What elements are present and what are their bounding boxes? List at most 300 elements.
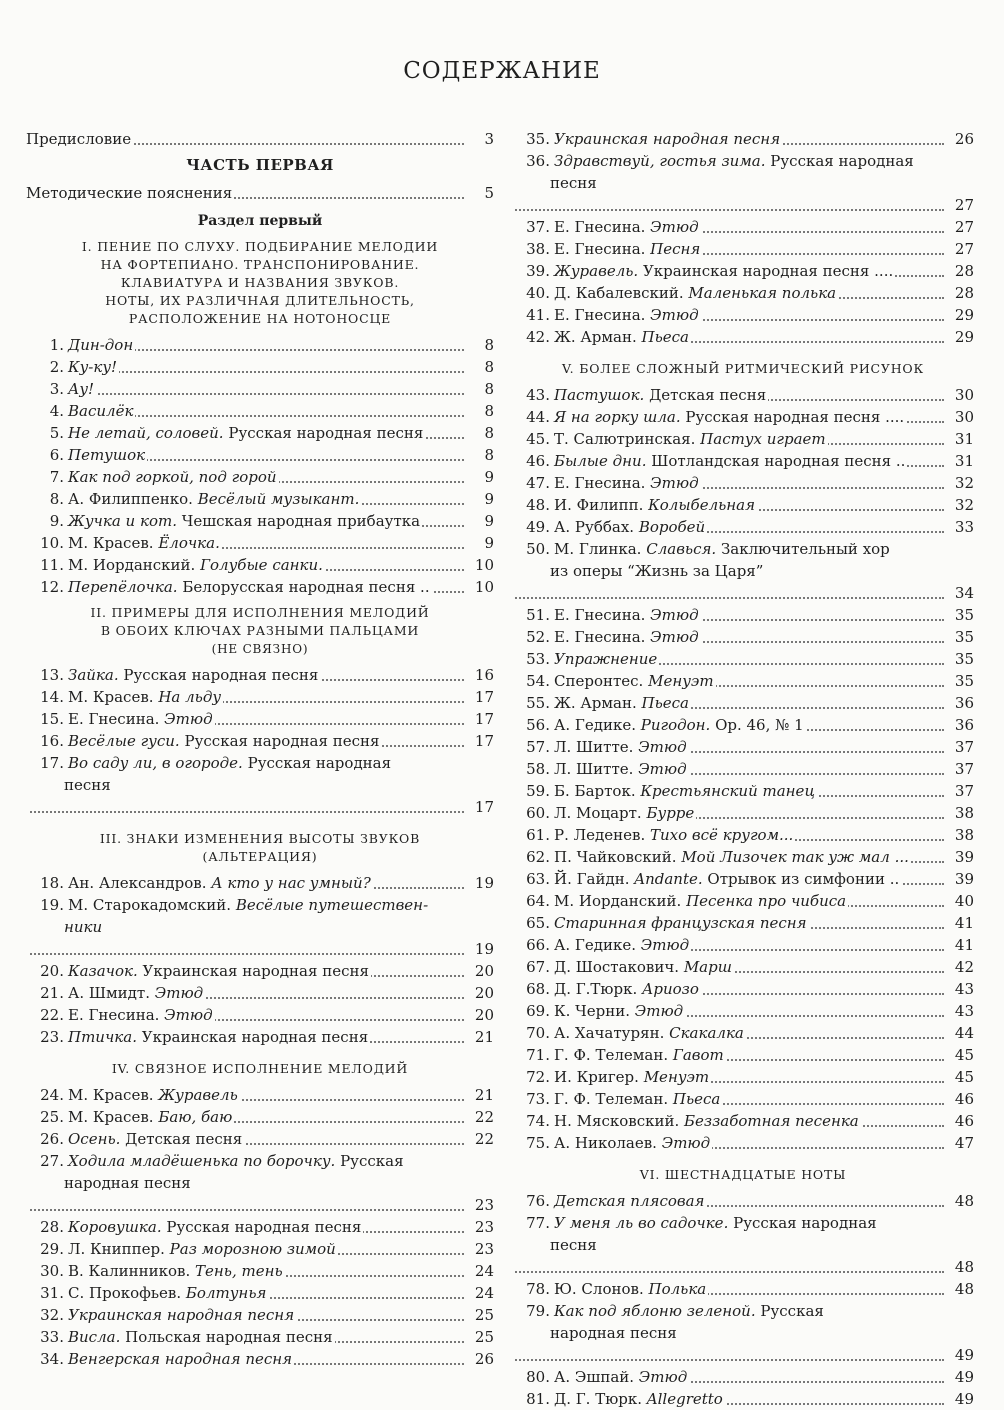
- entry-page: 36: [954, 694, 974, 712]
- entry-title: Ариозо: [642, 980, 699, 998]
- toc-entry[interactable]: [26, 466, 494, 488]
- entry-number: 51.: [526, 606, 550, 624]
- entry-number: 40.: [526, 284, 550, 302]
- toc-entry[interactable]: [26, 894, 494, 960]
- entry-title: Раз морозною зимой: [169, 1240, 336, 1258]
- toc-entry[interactable]: [512, 1190, 974, 1212]
- entry-title: Этюд: [640, 936, 690, 954]
- entry-title: Ригодон.: [640, 716, 711, 734]
- toc-entry[interactable]: [512, 714, 974, 736]
- toc-entry[interactable]: [26, 488, 494, 510]
- entry-page: 28: [954, 284, 974, 302]
- entry-author: А. Шмидт.: [68, 984, 155, 1002]
- entry-title: Этюд: [650, 628, 699, 646]
- toc-entry[interactable]: [512, 978, 974, 1000]
- toc-entry[interactable]: [26, 982, 494, 1004]
- entry-number: 66.: [526, 936, 550, 954]
- entry-number: 65.: [526, 914, 550, 932]
- toc-entry-preface[interactable]: Предисловие 3: [26, 130, 494, 148]
- entry-number: 31.: [40, 1284, 64, 1302]
- entry-note: Русская народная песня: [161, 1218, 362, 1236]
- entry-note: Русская народная песня: [179, 732, 380, 750]
- entry-page: 38: [954, 826, 974, 844]
- entry-note: Украинская народная песня: [136, 1028, 369, 1046]
- entry-number: 49.: [526, 518, 550, 536]
- toc-entry[interactable]: [512, 1044, 974, 1066]
- entry-number: 33.: [40, 1328, 64, 1346]
- toc-entry[interactable]: [26, 576, 494, 598]
- toc-entry[interactable]: [512, 428, 974, 450]
- entry-author: Б. Барток.: [554, 782, 641, 800]
- entry-page: 41: [954, 914, 974, 932]
- entry-page: 48: [954, 1280, 974, 1298]
- toc-entry[interactable]: [512, 1366, 974, 1388]
- entry-author: М. Красев.: [68, 534, 159, 552]
- toc-entry[interactable]: [26, 1238, 494, 1260]
- entry-author: Д. Г.Тюрк.: [554, 980, 643, 998]
- entry-number: 21.: [40, 984, 64, 1002]
- entry-title: Менуэт: [648, 672, 714, 690]
- toc-entry[interactable]: [512, 538, 974, 604]
- entry-title: Песенка про чибиса: [686, 892, 847, 910]
- entry-page: 26: [954, 130, 974, 148]
- entry-author: М. Красев.: [68, 1086, 159, 1104]
- entry-page: 26: [474, 1350, 494, 1368]
- entry-title: Старинная французская песня: [554, 914, 807, 932]
- toc-entry[interactable]: [512, 846, 974, 868]
- entry-author: М. Старокадомский.: [68, 896, 236, 914]
- entry-title: Пастух играет: [700, 430, 826, 448]
- entry-number: 70.: [526, 1024, 550, 1042]
- toc-entry[interactable]: [512, 260, 974, 282]
- entry-author: Е. Гнесина.: [554, 628, 651, 646]
- entry-page: 21: [474, 1086, 494, 1104]
- entry-number: 45.: [526, 430, 550, 448]
- entry-author: Л. Шитте.: [554, 738, 639, 756]
- entry-title: Как под горкой, под горой: [68, 468, 277, 486]
- entry-title: А кто у нас умный?: [211, 874, 371, 892]
- entry-title: Журавель.: [554, 262, 639, 280]
- entry-title: Пьеса: [641, 328, 689, 346]
- entry-page: 35: [954, 606, 974, 624]
- entry-number: 29.: [40, 1240, 64, 1258]
- entry-title: Колыбельная: [648, 496, 756, 514]
- toc-entry[interactable]: [512, 1278, 974, 1300]
- entry-page: 16: [474, 666, 494, 684]
- entry-author: Г. Ф. Телеман.: [554, 1090, 673, 1108]
- entry-title: У меня ль во садочке.: [554, 1214, 729, 1232]
- entry-page: 30: [954, 386, 974, 404]
- toc-entry[interactable]: [512, 604, 974, 626]
- entry-page: 20: [474, 962, 494, 980]
- entry-title: Журавель: [158, 1086, 238, 1104]
- entry-number: 11.: [40, 556, 64, 574]
- toc-entry[interactable]: [512, 1088, 974, 1110]
- entry-number: 75.: [526, 1134, 550, 1152]
- entry-page: 9: [484, 468, 494, 486]
- toc-entry[interactable]: [26, 422, 494, 444]
- toc-entry[interactable]: [26, 1260, 494, 1282]
- entry-number: 10.: [40, 534, 64, 552]
- entry-author: К. Черни.: [554, 1002, 635, 1020]
- entry-title: Голубые санки.: [200, 556, 323, 574]
- entry-author: М. Иорданский.: [554, 892, 687, 910]
- toc-entry[interactable]: [26, 444, 494, 466]
- entry-title: Баю, баю: [158, 1108, 233, 1126]
- entry-page: 27: [954, 218, 974, 236]
- entry-page: 8: [484, 402, 494, 420]
- entry-page: 23: [474, 1218, 494, 1236]
- entry-title: Ау!: [68, 380, 95, 398]
- toc-entry[interactable]: [512, 406, 974, 428]
- toc-entry[interactable]: [512, 692, 974, 714]
- entry-author: Е. Гнесина.: [68, 1006, 165, 1024]
- entry-page: 9: [484, 534, 494, 552]
- entry-number: 60.: [526, 804, 550, 822]
- toc-entry[interactable]: [512, 282, 974, 304]
- entry-number: 67.: [526, 958, 550, 976]
- entry-note: Польская народная песня: [120, 1328, 333, 1346]
- entry-number: 3.: [49, 380, 64, 398]
- toc-entry[interactable]: [26, 378, 494, 400]
- toc-entry[interactable]: [26, 1150, 494, 1216]
- toc-entry[interactable]: [512, 1022, 974, 1044]
- toc-entry[interactable]: [512, 216, 974, 238]
- entry-number: 79.: [526, 1302, 550, 1320]
- entry-title: Детская плясовая: [554, 1192, 705, 1210]
- toc-entry[interactable]: [26, 1216, 494, 1238]
- entry-title: Петушок: [68, 446, 146, 464]
- entry-page: 25: [474, 1306, 494, 1324]
- entry-page: 39: [954, 870, 974, 888]
- toc-entry[interactable]: [26, 1304, 494, 1326]
- entry-author: Е. Гнесина.: [554, 606, 651, 624]
- entry-title: Этюд: [164, 1006, 213, 1024]
- entry-number: 8.: [49, 490, 64, 508]
- entry-author: Д. Шостакович.: [554, 958, 684, 976]
- entry-title: Этюд: [638, 1368, 688, 1386]
- entry-title: Allegretto: [646, 1390, 723, 1408]
- entry-number: 47.: [526, 474, 550, 492]
- entry-title: Славься.: [646, 540, 717, 558]
- entry-author: Л. Книппер.: [68, 1240, 170, 1258]
- entry-number: 44.: [526, 408, 550, 426]
- entry-title: Болтунья: [185, 1284, 267, 1302]
- entry-page: 21: [474, 1028, 494, 1046]
- entry-number: 61.: [526, 826, 550, 844]
- entry-author: И. Филипп.: [554, 496, 649, 514]
- entry-note-cont: народная песня: [64, 1174, 191, 1192]
- entry-note: Белорусская народная песня ..: [177, 578, 430, 596]
- section-heading-2-sub: (НЕ СВЯЗНО): [211, 642, 309, 656]
- entry-page: 10: [474, 578, 494, 596]
- entry-author: М. Красев.: [68, 1108, 159, 1126]
- toc-entry[interactable]: [26, 400, 494, 422]
- toc-entry[interactable]: [512, 238, 974, 260]
- toc-entry[interactable]: [26, 1128, 494, 1150]
- entry-author: Д. Кабалевский.: [554, 284, 689, 302]
- entry-page: 40: [954, 892, 974, 910]
- toc-entry[interactable]: [512, 326, 974, 348]
- entry-number: 76.: [526, 1192, 550, 1210]
- toc-entry[interactable]: [26, 334, 494, 356]
- entry-author: А. Эшпай.: [554, 1368, 639, 1386]
- entry-title: Не летай, соловей.: [68, 424, 224, 442]
- entry-page: 46: [954, 1112, 974, 1130]
- entry-page: 24: [474, 1262, 494, 1280]
- entry-author: Сперонтес.: [554, 672, 649, 690]
- entry-page: 35: [954, 650, 974, 668]
- entry-note: Заключительный хор: [716, 540, 890, 558]
- entry-page: 22: [474, 1130, 494, 1148]
- entry-title: Этюд: [650, 218, 699, 236]
- toc-entry-method[interactable]: Методические пояснения 5: [26, 184, 494, 202]
- entry-page: 19: [474, 874, 494, 892]
- entry-page: 49: [954, 1368, 974, 1386]
- entry-title: Висла.: [68, 1328, 121, 1346]
- entry-page: 49: [954, 1390, 974, 1408]
- entry-page: 19: [474, 940, 494, 958]
- toc-entry[interactable]: [512, 384, 974, 406]
- toc-entry[interactable]: [512, 1000, 974, 1022]
- entry-page: 29: [954, 328, 974, 346]
- toc-entry[interactable]: [512, 868, 974, 890]
- toc-entry[interactable]: [512, 802, 974, 824]
- entry-page: 17: [474, 732, 494, 750]
- toc-entry[interactable]: [26, 510, 494, 532]
- entry-title: Этюд: [661, 1134, 711, 1152]
- toc-entry[interactable]: [512, 736, 974, 758]
- entry-author: Е. Гнесина.: [554, 474, 651, 492]
- entry-number: 43.: [526, 386, 550, 404]
- entry-title: Бурре: [646, 804, 695, 822]
- toc-entry[interactable]: [512, 956, 974, 978]
- entry-number: 77.: [526, 1214, 550, 1232]
- entry-number: 17.: [40, 754, 64, 772]
- entry-author: Е. Гнесина.: [554, 306, 651, 324]
- toc-entry[interactable]: [512, 1212, 974, 1278]
- entry-number: 38.: [526, 240, 550, 258]
- entry-title: Пьеса: [641, 694, 689, 712]
- entry-page: 49: [954, 1346, 974, 1364]
- toc-entry[interactable]: [26, 730, 494, 752]
- entry-number: 25.: [40, 1108, 64, 1126]
- entry-author: Е. Гнесина.: [554, 240, 651, 258]
- entry-note: Русская народная: [242, 754, 392, 772]
- entry-author: С. Прокофьев.: [68, 1284, 186, 1302]
- toc-entry[interactable]: [26, 1326, 494, 1348]
- entry-note: Русская народная песня ....: [680, 408, 905, 426]
- entry-number: 32.: [40, 1306, 64, 1324]
- entry-page: 8: [484, 446, 494, 464]
- entry-author: В. Калинников.: [68, 1262, 196, 1280]
- entry-page: 24: [474, 1284, 494, 1302]
- entry-page: 30: [954, 408, 974, 426]
- entry-note-cont: из оперы “Жизнь за Царя”: [550, 562, 764, 580]
- entry-note: Русская: [335, 1152, 404, 1170]
- toc-entry[interactable]: [26, 1348, 494, 1370]
- entry-number: 18.: [40, 874, 64, 892]
- left-column: [26, 128, 494, 1370]
- entry-number: 30.: [40, 1262, 64, 1280]
- entry-page: 17: [474, 688, 494, 706]
- entry-page: 34: [954, 584, 974, 602]
- toc-entry[interactable]: [512, 824, 974, 846]
- entry-title: Мой Лизочек так уж мал ...: [681, 848, 909, 866]
- entry-page: 8: [484, 358, 494, 376]
- toc-entry[interactable]: [512, 890, 974, 912]
- entry-author: Е. Гнесина.: [554, 218, 651, 236]
- entry-title: Пьеса: [672, 1090, 721, 1108]
- entry-number: 5.: [49, 424, 64, 442]
- entry-author: А. Николаев.: [554, 1134, 662, 1152]
- toc-entry[interactable]: [26, 872, 494, 894]
- toc-entry[interactable]: [26, 554, 494, 576]
- entry-note-cont: песня: [550, 1236, 597, 1254]
- entry-title: Менуэт: [643, 1068, 710, 1086]
- entry-author: А. Филиппенко.: [68, 490, 198, 508]
- entry-number: 4.: [49, 402, 64, 420]
- entry-page: 45: [954, 1068, 974, 1086]
- toc-entry[interactable]: [512, 450, 974, 472]
- entry-title: Весёлые гуси.: [68, 732, 180, 750]
- entry-number: 59.: [526, 782, 550, 800]
- toc-entry[interactable]: [26, 1282, 494, 1304]
- entry-page: 37: [954, 782, 974, 800]
- entry-number: 55.: [526, 694, 550, 712]
- entry-number: 56.: [526, 716, 550, 734]
- entry-title: Воробей: [638, 518, 706, 536]
- toc-entry[interactable]: [26, 1084, 494, 1106]
- entry-number: 23.: [40, 1028, 64, 1046]
- entry-page: 25: [474, 1328, 494, 1346]
- toc-entry[interactable]: [512, 494, 974, 516]
- entry-note-cont: народная песня: [550, 1324, 677, 1342]
- entry-number: 27.: [40, 1152, 64, 1170]
- entry-number: 71.: [526, 1046, 550, 1064]
- toc-entry[interactable]: [26, 1004, 494, 1026]
- entry-page: 33: [954, 518, 974, 536]
- entry-page: 28: [954, 262, 974, 280]
- entry-page: 17: [474, 798, 494, 816]
- entry-title: Марш: [683, 958, 732, 976]
- toc-entry[interactable]: [512, 1388, 974, 1410]
- entry-number: 46.: [526, 452, 550, 470]
- toc-entry[interactable]: [512, 1110, 974, 1132]
- entry-number: 15.: [40, 710, 64, 728]
- entry-title: Этюд: [650, 306, 699, 324]
- entry-note: Детская песня: [644, 386, 767, 404]
- toc-entry[interactable]: [26, 356, 494, 378]
- entry-author: А. Гедике.: [554, 716, 641, 734]
- entry-page: 38: [954, 804, 974, 822]
- entry-author: Л. Моцарт.: [554, 804, 647, 822]
- entry-page: 9: [484, 512, 494, 530]
- entry-note: Русская народная песня: [223, 424, 424, 442]
- entry-title: Весёлые путешествен-: [235, 896, 429, 914]
- entry-author: М. Иорданский.: [68, 556, 201, 574]
- entry-page: 35: [954, 628, 974, 646]
- entry-author: А. Гедике.: [554, 936, 641, 954]
- toc-entry[interactable]: [26, 1026, 494, 1048]
- entry-page: 29: [954, 306, 974, 324]
- section-heading-2: II. ПРИМЕРЫ ДЛЯ ИСПОЛНЕНИЯ МЕЛОДИЙ В ОБОИХ КЛЮЧАХ РАЗНЫМИ ПАЛЬЦАМИ: [90, 605, 430, 638]
- entry-note: Украинская народная песня: [137, 962, 369, 980]
- entry-page: 20: [474, 1006, 494, 1024]
- entry-number: 64.: [526, 892, 550, 910]
- entry-page: 8: [484, 424, 494, 442]
- entry-page: 48: [954, 1192, 974, 1210]
- toc-entry[interactable]: [26, 960, 494, 982]
- toc-entry[interactable]: [512, 1300, 974, 1366]
- toc-entry[interactable]: [26, 1106, 494, 1128]
- entry-title: Этюд: [634, 1002, 684, 1020]
- entry-title: Перепёлочка.: [68, 578, 178, 596]
- entry-page: 32: [954, 496, 974, 514]
- entry-page: 44: [954, 1024, 974, 1042]
- entry-title: Пастушок.: [554, 386, 645, 404]
- entry-number: 54.: [526, 672, 550, 690]
- entry-title: Былые дни.: [554, 452, 647, 470]
- toc-entry[interactable]: [512, 780, 974, 802]
- toc-entry[interactable]: [26, 708, 494, 730]
- entry-title: Гавот: [672, 1046, 724, 1064]
- entry-page: 39: [954, 848, 974, 866]
- toc-entry[interactable]: [512, 670, 974, 692]
- entry-title: Полька: [648, 1280, 707, 1298]
- entry-number: 72.: [526, 1068, 550, 1086]
- toc-entry[interactable]: [512, 1066, 974, 1088]
- toc-entry[interactable]: [512, 648, 974, 670]
- entry-title: Ку-ку!: [68, 358, 118, 376]
- toc-entry[interactable]: [26, 532, 494, 554]
- entry-number: 19.: [40, 896, 64, 914]
- entry-number: 57.: [526, 738, 550, 756]
- entry-title: Жучка и кот.: [68, 512, 177, 530]
- entry-page: 45: [954, 1046, 974, 1064]
- toc-entry[interactable]: [512, 150, 974, 216]
- entry-page: 42: [954, 958, 974, 976]
- entry-note: Русская народная песня: [118, 666, 319, 684]
- entry-number: 73.: [526, 1090, 550, 1108]
- toc-entry[interactable]: [512, 472, 974, 494]
- toc-entry[interactable]: [512, 128, 974, 150]
- entry-note: Шотландская народная песня ..: [646, 452, 906, 470]
- entry-number: 34.: [40, 1350, 64, 1368]
- entry-page: 23: [474, 1240, 494, 1258]
- toc-entry[interactable]: [512, 1132, 974, 1154]
- toc-entry[interactable]: [512, 516, 974, 538]
- toc-entry[interactable]: [512, 912, 974, 934]
- entry-number: 37.: [526, 218, 550, 236]
- section-heading-6: VI. ШЕСТНАДЦАТЫЕ НОТЫ: [639, 1167, 847, 1182]
- toc-entry[interactable]: [26, 664, 494, 686]
- entry-title: Дин-дон: [68, 336, 134, 354]
- entry-number: 50.: [526, 540, 550, 558]
- entry-title: Скакалка: [669, 1024, 744, 1042]
- toc-entry[interactable]: [512, 304, 974, 326]
- entry-note: Детская песня: [120, 1130, 243, 1148]
- toc-entry[interactable]: [512, 758, 974, 780]
- entry-page: 31: [954, 452, 974, 470]
- toc-entry[interactable]: [26, 686, 494, 708]
- entry-note: Русская: [755, 1302, 824, 1320]
- toc-entry[interactable]: [512, 626, 974, 648]
- toc-entry[interactable]: [26, 752, 494, 818]
- toc-entry[interactable]: [512, 934, 974, 956]
- entry-note: Отрывок из симфонии ..: [702, 870, 900, 888]
- entry-page: 10: [474, 556, 494, 574]
